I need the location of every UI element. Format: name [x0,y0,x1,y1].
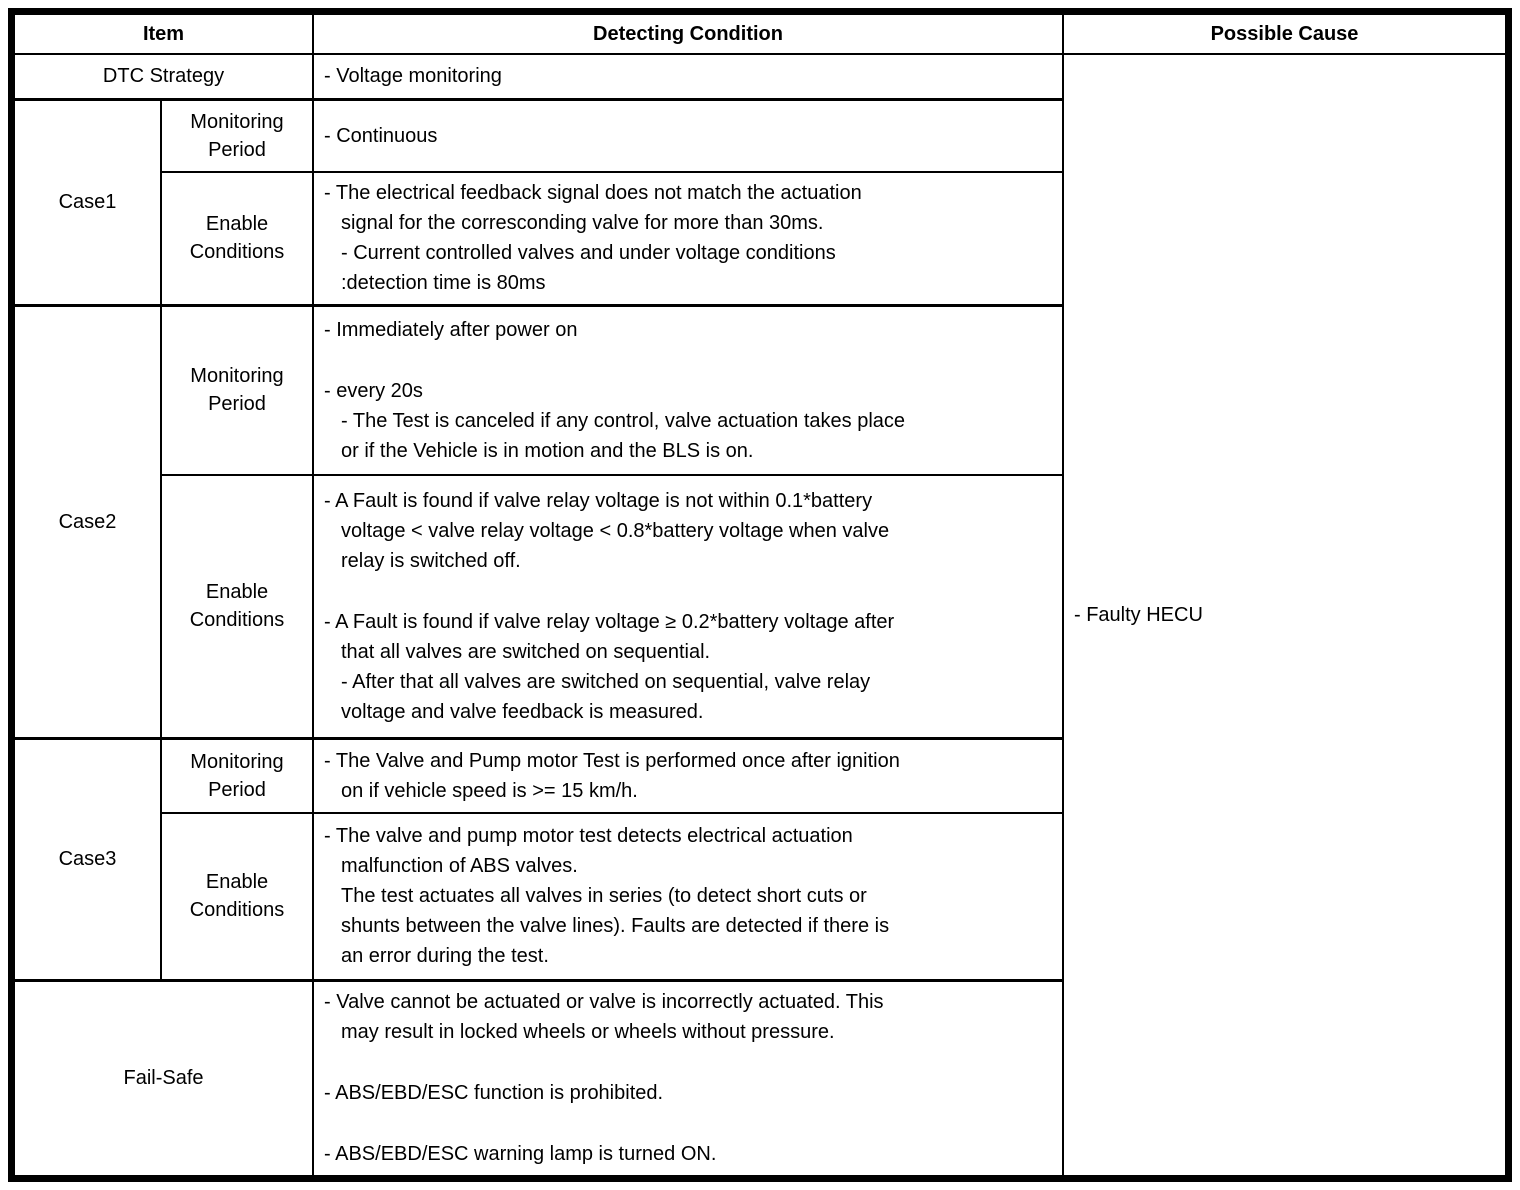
cell-possible-cause [1063,54,1506,1176]
condition-line: - ABS/EBD/ESC function is prohibited. [324,1082,664,1105]
condition-line: malfunction of ABS valves. [341,855,578,878]
condition-line: or if the Vehicle is in motion and the BLS is on. [341,439,754,462]
condition-line: that all valves are switched on sequential. [341,640,711,663]
cell-case3-enable-label: Enable Conditions [161,813,313,980]
condition-line: shunts between the valve lines). Faults are detected if there is [341,915,890,938]
cell-case3-enable-condition [313,813,1063,980]
cell-case2-monitoring-label: Monitoring Period [161,305,313,475]
condition-line: an error during the test. [341,945,549,968]
table [13,13,1507,1177]
condition-line: signal for the corresconding valve for more than 30ms. [341,212,824,235]
condition-line: - Continuous [324,124,438,147]
condition-line: - The Valve and Pump motor Test is performed once after ignition [324,749,900,772]
condition-line: The test actuates all valves in series (to detect short cuts or [341,885,867,908]
condition-line: - A Fault is found if valve relay voltage is not within 0.1*battery [324,489,873,512]
condition-line: - Valve cannot be actuated or valve is incorrectly actuated. This [324,991,884,1014]
table-header-row [14,14,1506,54]
cell-case3-label: Case3 [14,738,161,980]
condition-line: - The electrical feedback signal does not match the actuation [324,182,862,205]
row-dtc-strategy [14,54,1506,99]
cell-dtc-strategy-label: DTC Strategy [14,54,313,99]
cell-case1-monitoring-label: Monitoring Period [161,99,313,172]
condition-line: - every 20s [324,379,423,402]
condition-line: :detection time is 80ms [341,272,546,295]
cell-case1-enable-condition [313,172,1063,305]
condition-line: may result in locked wheels or wheels without pressure. [341,1021,835,1044]
cell-case3-monitoring-label: Monitoring Period [161,738,313,813]
cell-dtc-strategy-condition [313,54,1063,99]
condition-line: - After that all valves are switched on sequential, valve relay [341,670,871,693]
possible-cause-line: - Faulty HECU [1074,604,1203,626]
cell-fail-safe-condition [313,980,1063,1176]
cell-case3-monitoring-condition [313,738,1063,813]
condition-line: - The Test is canceled if any control, valve actuation takes place [341,409,906,432]
cell-case1-label: Case1 [14,99,161,305]
cell-case2-enable-condition [313,475,1063,738]
condition-line: - A Fault is found if valve relay voltage ≥ 0.2*battery voltage after [324,610,895,633]
condition-line: voltage and valve feedback is measured. [341,700,704,723]
condition-line: - Current controlled valves and under voltage conditions [341,242,836,265]
condition-line: voltage < valve relay voltage < 0.8*battery voltage when valve [341,519,890,542]
column-header-item: Item [14,14,313,54]
cell-case2-monitoring-condition [313,305,1063,475]
cell-case1-monitoring-condition [313,99,1063,172]
condition-line: relay is switched off. [341,549,521,572]
condition-line: - Immediately after power on [324,318,578,341]
column-header-possible-cause: Possible Cause [1063,14,1506,54]
cell-case2-label: Case2 [14,305,161,738]
dtc-detecting-condition-table [8,8,1512,1182]
condition-line: - ABS/EBD/ESC warning lamp is turned ON. [324,1143,717,1166]
condition-line: on if vehicle speed is >= 15 km/h. [341,779,638,802]
cell-case2-enable-label: Enable Conditions [161,475,313,738]
cell-case1-enable-label: Enable Conditions [161,172,313,305]
condition-line: - Voltage monitoring [324,65,502,88]
column-header-detecting-condition: Detecting Condition [313,14,1063,54]
cell-fail-safe-label: Fail-Safe [14,980,313,1176]
condition-line: - The valve and pump motor test detects electrical actuation [324,825,853,848]
